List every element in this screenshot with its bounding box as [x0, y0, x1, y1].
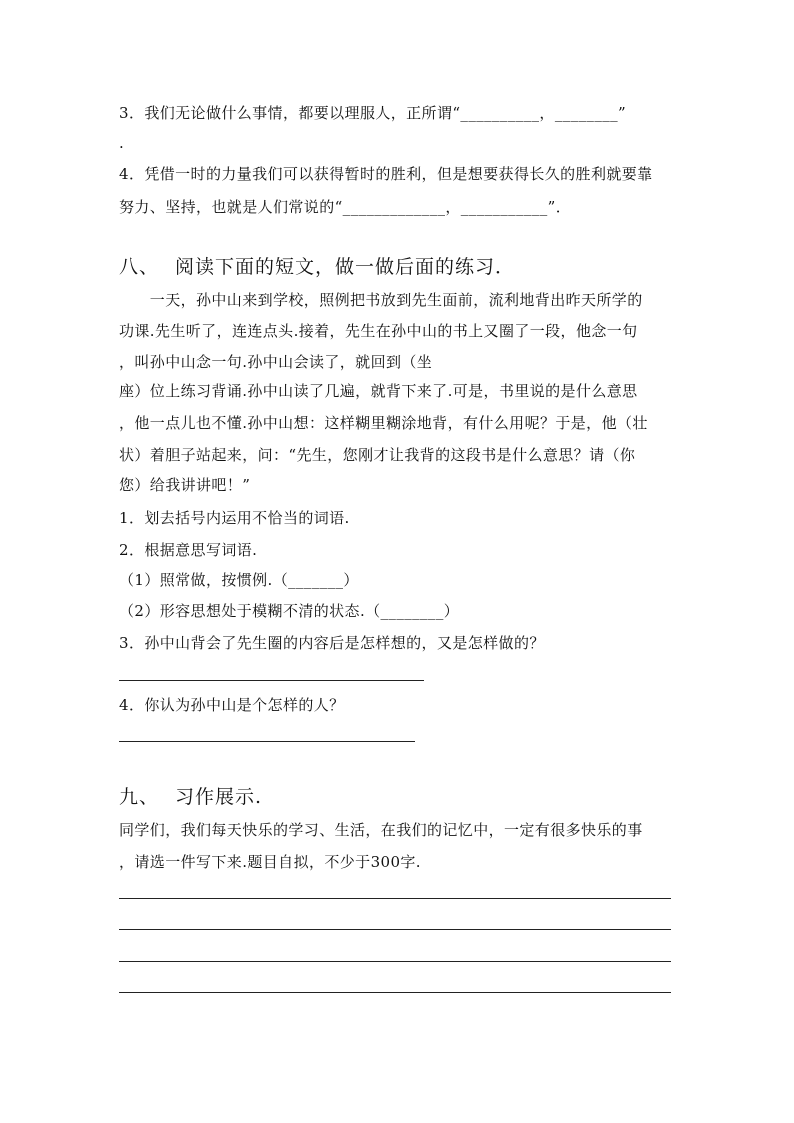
question-1: 1．划去括号内运用不恰当的词语.: [119, 509, 350, 527]
writing-line[interactable]: [119, 961, 671, 962]
passage-line: 您）给我讲讲吧！”: [119, 476, 251, 494]
answer-line-q4[interactable]: [119, 741, 415, 742]
q7-item3-line1: 3．我们无论做什么事情，都要以理服人，正所谓“__________，________”: [119, 104, 627, 122]
q7-item4-line1: 4．凭借一时的力量我们可以获得暂时的胜利，但是想要获得长久的胜利就要靠: [119, 165, 653, 183]
question-2: 2．根据意思写词语.: [119, 541, 258, 559]
answer-line-q3[interactable]: [119, 680, 424, 681]
section-8-heading: [119, 254, 515, 280]
q7-item4-line2: 努力、坚持，也就是人们常说的“_____________，___________”．: [119, 198, 572, 216]
section-9-title: 习作展示.: [175, 786, 263, 808]
passage-line: 一天，孙中山来到学校，照例把书放到先生面前，流利地背出昨天所学的: [119, 291, 643, 309]
section-8-title: 阅读下面的短文，做一做后面的练习．: [175, 256, 516, 278]
question-2-1: （1）照常做，按惯例.（_______）: [119, 571, 359, 589]
q7-item3-line2: .: [119, 134, 125, 152]
section-8-number: 八、: [119, 256, 160, 278]
question-3: 3．孙中山背会了先生圈的内容后是怎样想的，又是怎样做的？: [119, 634, 545, 652]
passage-line: 状）着胆子站起来，问：“先生，您刚才让我背的这段书是什么意思？请（你: [119, 446, 636, 464]
writing-line[interactable]: [119, 929, 671, 930]
writing-line[interactable]: [119, 992, 671, 993]
section-9-number: 九、: [119, 786, 160, 808]
section-9-heading: [119, 784, 262, 810]
question-4: 4．你认为孙中山是个怎样的人？: [119, 696, 345, 714]
passage-line: 功课.先生听了，连连点头.接着，先生在孙中山的书上又圈了一段，他念一句: [119, 322, 638, 340]
passage-line: 座）位上练习背诵.孙中山读了几遍，就背下来了.可是，书里说的是什么意思: [119, 382, 638, 400]
question-2-2: （2）形容思想处于模糊不清的状态.（________）: [119, 602, 460, 620]
passage-line: ，他一点儿也不懂.孙中山想：这样糊里糊涂地背，有什么用呢？于是，他（壮: [119, 414, 648, 432]
writing-prompt-line2: ，请选一件写下来.题目自拟，不少于300字.: [119, 853, 421, 871]
writing-prompt-line1: 同学们，我们每天快乐的学习、生活，在我们的记忆中，一定有很多快乐的事: [119, 821, 643, 839]
passage-line: ，叫孙中山念一句.孙中山会读了，就回到（坐: [119, 353, 433, 371]
writing-line[interactable]: [119, 898, 671, 899]
